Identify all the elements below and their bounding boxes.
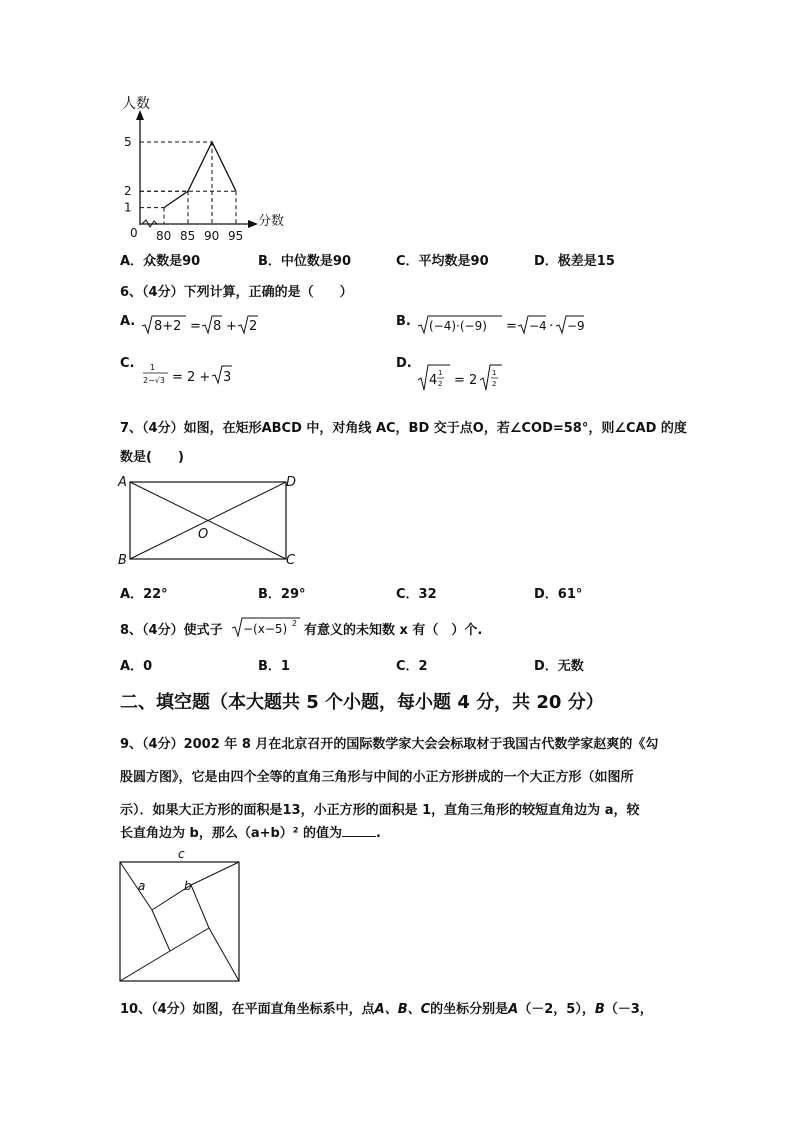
label-b: B	[118, 553, 127, 568]
q8-stem-post: 有意义的未知数 x 有（ ）个.	[304, 623, 483, 638]
svg-text:2: 2	[249, 319, 258, 334]
rectangle-abcd-figure	[116, 472, 306, 568]
x-tick-95: 95	[228, 229, 244, 242]
q8-radical-expression	[230, 614, 304, 638]
q6-option-d-key: D.	[396, 356, 412, 371]
q5-option-c: C．平均数是90	[396, 254, 489, 269]
q7-option-a: A．22°	[120, 587, 168, 602]
q8-option-c: C．2	[396, 659, 428, 674]
svg-text:=: =	[506, 319, 517, 334]
x-tick-85: 85	[180, 229, 196, 242]
q7-option-b: B．29°	[258, 587, 306, 602]
q6-option-c-key: C.	[120, 356, 135, 371]
q5-option-b: B．中位数是90	[258, 254, 352, 269]
q6-option-b-key: B.	[396, 314, 411, 329]
q6-option-c-math	[140, 362, 240, 392]
svg-text:−9: −9	[567, 319, 585, 333]
svg-text:4: 4	[429, 373, 438, 388]
x-tick-90: 90	[204, 229, 220, 242]
q5-option-a: A．众数是90	[120, 254, 201, 269]
zhao-shuang-square-figure	[116, 846, 244, 984]
section-two-heading: 二、填空题（本大题共 5 个小题，每小题 4 分，共 20 分）	[120, 692, 604, 713]
q7-stem-line2: 数是( )	[120, 450, 184, 465]
svg-text:−4: −4	[529, 319, 547, 333]
answer-blank	[342, 825, 376, 837]
label-c: C	[286, 553, 296, 568]
svg-text:(−4)·(−9): (−4)·(−9)	[429, 319, 487, 333]
q9-line2: 股圆方图》，它是由四个全等的直角三角形与中间的小正方形拼成的一个大正方形（如图所	[120, 770, 634, 785]
y-axis-label: 人数	[122, 96, 150, 112]
svg-text:1: 1	[492, 369, 497, 377]
label-a: A	[118, 475, 127, 490]
q10-line1: 10、（4分）如图，在平面直角坐标系中，点A、B、C的坐标分别是A（－2，5），B（－3，	[120, 1002, 653, 1017]
svg-text:·: ·	[549, 319, 554, 334]
x-axis-label: 分数	[258, 214, 285, 229]
q6-option-a-key: A.	[120, 314, 136, 329]
q9-line4: 长直角边为 b，那么（a+b）² 的值为 .	[120, 826, 381, 841]
q7-option-d: D．61°	[534, 587, 583, 602]
q9-line1: 9、（4分）2002 年 8 月在北京召开的国际数学家大会会标取材于我国古代数学家赵爽的《勾	[120, 737, 659, 752]
label-c-side: c	[178, 847, 185, 861]
svg-text:8: 8	[213, 319, 222, 334]
q7-stem-line1: 7、（4分）如图，在矩形ABCD 中，对角线 AC，BD 交于点O，若∠COD=58°，则∠CAD 的度	[120, 421, 687, 436]
q8-stem-pre: 8、（4分）使式子	[120, 623, 223, 638]
q7-option-c: C．32	[396, 587, 437, 602]
svg-text:2: 2	[492, 380, 497, 388]
svg-text:2−√3: 2−√3	[143, 376, 165, 385]
q6-stem: 6、（4分）下列计算，正确的是（ ）	[120, 285, 353, 300]
q9-line3: 示）．如果大正方形的面积是13，小正方形的面积是 1，直角三角形的较短直角边为 a，较	[120, 803, 640, 818]
q8-option-b: B．1	[258, 659, 290, 674]
svg-text:+: +	[226, 319, 237, 334]
q8-option-d: D．无数	[534, 659, 584, 674]
label-o: O	[198, 527, 209, 542]
x-tick-80: 80	[156, 229, 172, 242]
q6-option-a-math	[140, 312, 270, 336]
q6-option-d-math	[416, 362, 516, 394]
svg-text:= 2: = 2	[454, 373, 478, 388]
series-line	[164, 142, 236, 208]
q5-option-d: D．极差是15	[534, 254, 615, 269]
y-tick-2: 2	[124, 184, 132, 199]
svg-text:1: 1	[438, 369, 443, 377]
origin-label: 0	[130, 226, 138, 240]
y-tick-5: 5	[124, 135, 132, 149]
svg-text:2: 2	[438, 380, 443, 388]
y-tick-1: 1	[124, 200, 132, 215]
svg-text:2: 2	[292, 619, 298, 628]
svg-text:= 2 +: = 2 +	[172, 370, 211, 385]
x-axis-arrow	[248, 220, 258, 228]
svg-text:3: 3	[223, 370, 232, 385]
svg-text:−(x−5): −(x−5)	[243, 622, 288, 636]
label-d: D	[286, 475, 297, 490]
label-b-side: b	[184, 879, 192, 893]
score-line-chart	[112, 90, 292, 242]
svg-text:=: =	[190, 319, 201, 334]
svg-text:1: 1	[150, 363, 156, 372]
svg-text:8+2: 8+2	[154, 319, 182, 334]
label-a-side: a	[138, 879, 146, 893]
q8-option-a: A．0	[120, 659, 153, 674]
q6-option-b-math	[416, 312, 596, 336]
